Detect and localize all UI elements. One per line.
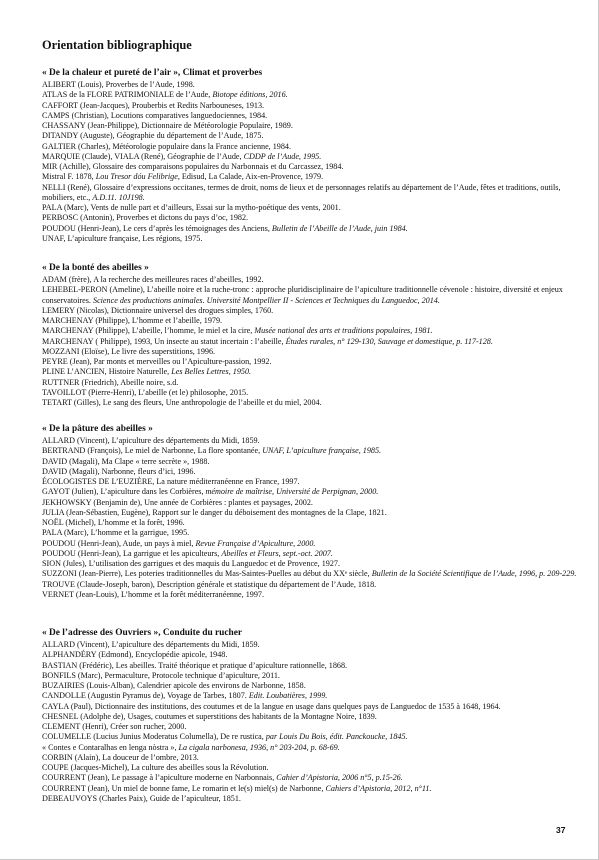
entry-text: MARCHENAY (Philippe), L’abeille, l’homme, le miel et la cire, [42, 326, 255, 336]
entry-text: BONFILS (Marc), Permaculture, Protocole technique d’apiculture, 2011. [42, 670, 280, 680]
section-pature-abeilles [42, 424, 582, 600]
entry-source-italic: Abeilles et Fleurs, sept.-oct. 2007. [221, 548, 333, 558]
bibliography-entry [42, 398, 582, 408]
entry-source-italic: Revue Française d’Apiculture, 2000. [195, 538, 316, 548]
entry-text: PEYRE (Jean), Par monts et merveilles ou l’Apiculture-passion, 1992. [42, 357, 272, 366]
entry-text: NELLI (René), Glossaire d’expressions occitanes, termes de droit, noms de lieux et de personnages relatifs au département de l’Aude, fêtes et traditions, outils, mobiliers, etc., [42, 182, 561, 202]
section-heading: « De l’adresse des Ouvriers », Conduite du rucher [42, 628, 243, 638]
bibliography-list [42, 436, 582, 600]
entry-source-italic: Musée national des arts et traditions populaires, 1981. [254, 326, 433, 336]
bibliography-entry [42, 467, 582, 477]
bibliography-entry [42, 142, 582, 152]
bibliography-list [42, 640, 582, 804]
bibliography-entry [42, 691, 582, 701]
entry-text: PLINE L’ANCIEN, Histoire Naturelle, [42, 367, 172, 377]
entry-text: MOZZANI (Eloïse), Le livre des superstitions, 1996. [42, 346, 216, 356]
entry-text: CLEMENT (Henri), Créer son rucher, 2000. [42, 722, 187, 731]
entry-text: DEBEAUVOYS (Charles Paix), Guide de l’apiculteur, 1851. [42, 793, 241, 803]
bibliography-entry [42, 722, 582, 732]
entry-source-italic: Cahier d’Apistoria, 2006 n°5, p.15-26. [276, 773, 403, 783]
bibliography-entry [42, 446, 582, 456]
entry-source-italic: Lou Tresor dóu Felibrige [95, 172, 178, 182]
entry-text: BUZAIRIES (Louis-Alban), Calendrier apicole des environs de Narbonne, 1858. [42, 681, 306, 690]
entry-source-italic: La cigala narbonesa, 1936, n° 203-204, p. 68-69. [178, 742, 340, 752]
entry-text: GALTIER (Charles), Météorologie populaire dans la France ancienne, 1984. [42, 141, 292, 151]
entry-text: DAVID (Magali), Narbonne, fleurs d’ici, 1996. [42, 466, 196, 476]
entry-text: CAMPS (Christian), Locutions comparatives languedociennes, 1984. [42, 110, 268, 120]
entry-text: MARCHENAY (Philippe), L’homme et l’abeille, 1979. [42, 316, 223, 325]
entry-text: ADAM (frère), A la recherche des meilleures races d’abeilles, 1992. [42, 275, 264, 284]
bibliography-entry [42, 275, 582, 285]
entry-text: RUTTNER (Friedrich), Abeille noire, s.d. [42, 377, 179, 387]
bibliography-entry [42, 316, 582, 326]
bibliography-entry [42, 702, 582, 712]
entry-text: ATLAS de la FLORE PATRIMONIALE de l’Aude, [42, 90, 213, 100]
entry-text: DAVID (Magali), Ma Clape « terre secrète », 1988. [42, 456, 210, 466]
entry-text: CHASSANY (Jean-Philippe), Dictionnaire de Météorologie Populaire, 1989. [42, 121, 293, 130]
entry-text: CORBIN (Alain), La douceur de l’ombre, 2013. [42, 752, 199, 762]
entry-text: ALLARD (Vincent), L’apiculture des départements du Midi, 1859. [42, 436, 260, 445]
bibliography-entry [42, 388, 582, 398]
section-heading: « De la pâture des abeilles » [42, 424, 153, 434]
bibliography-list [42, 275, 582, 408]
entry-source-italic: CDDP de l’Aude, 1995. [243, 151, 322, 161]
entry-source-italic: Études rurales, n° 129-130, Sauvage et domestique, p. 117-128. [285, 336, 493, 346]
page-title: Orientation bibliographique [42, 38, 192, 52]
bibliography-entry [42, 549, 582, 559]
bibliography-entry [42, 234, 582, 244]
bibliography-entry [42, 498, 582, 508]
bibliography-entry [42, 681, 582, 691]
bibliography-entry [42, 203, 582, 213]
entry-text: GAYOT (Julien), L’apiculture dans les Corbières, [42, 487, 206, 497]
entry-text: CAYLA (Paul), Dictionnaire des institutions, des coutumes et de la langue en usage dans quelques pays de Languedoc de 1535 à 1648, 1964. [42, 701, 501, 711]
entry-text: CANDOLLE (Augustin Pyramus de), Voyage de Tarbes, 1807. [42, 691, 249, 701]
bibliography-entry [42, 337, 582, 347]
bibliography-entry [42, 528, 582, 538]
section-heading: « De la chaleur et pureté de l’air », Climat et proverbes [42, 68, 263, 78]
bibliography-entry [42, 172, 582, 182]
bibliography-entry [42, 487, 582, 497]
entry-text: Mistral F. 1878, [42, 172, 96, 182]
bibliography-entry [42, 569, 582, 579]
entry-text: NOËL (Michel), L’homme et la forêt, 1996. [42, 518, 185, 527]
bibliography-entry [42, 763, 582, 773]
page-number: 37 [556, 825, 566, 835]
bibliography-entry [42, 80, 582, 90]
entry-text: PALA (Marc), Vents de nulle part et d’ailleurs, Essai sur la mytho-poétique des vents, 2001. [42, 203, 341, 212]
bibliography-entry [42, 590, 582, 600]
bibliography-entry [42, 101, 582, 111]
entry-text: JEKHOWSKY (Benjamin de), Une année de Corbières : plantes et paysages, 2002. [42, 497, 313, 507]
entry-text: JULIA (Jean-Sébastien, Eugène), Rapport sur le danger du déboisement des montagnes de la Clape, 1821. [42, 507, 387, 517]
bibliography-entry [42, 650, 582, 660]
entry-source-italic: A.D.11. 10J198. [92, 192, 145, 202]
bibliography-entry [42, 224, 582, 234]
entry-text: ALPHANDÉRY (Edmond), Encyclopédie apicole, 1948. [42, 650, 228, 660]
entry-text: CAFFORT (Jean-Jacques), Prouberbis et Redits Narbouneses, 1913. [42, 100, 265, 110]
bibliography-list [42, 80, 582, 244]
bibliography-entry [42, 285, 582, 306]
bibliography-entry [42, 436, 582, 446]
bibliography-entry [42, 90, 582, 100]
section-conduite-rucher [42, 628, 582, 804]
bibliography-entry [42, 183, 582, 204]
bibliography-entry [42, 131, 582, 141]
section-climat-proverbes [42, 68, 582, 244]
entry-source-italic: Bulletin de la Société Scientifique de l’Aude, 1996, p. 209-229. [371, 569, 577, 579]
entry-text: VERNET (Jean-Louis), L’homme et la forêt méditerranéenne, 1997. [42, 589, 265, 599]
entry-text: BERTRAND (François), Le miel de Narbonne, La flore spontanée, [42, 446, 263, 456]
bibliography-entry [42, 347, 582, 357]
bibliography-entry [42, 357, 582, 367]
entry-text: COLUMELLE (Lucius Junius Moderatus Columella), De re rustica, [42, 732, 266, 742]
bibliography-entry [42, 559, 582, 569]
entry-text: ÉCOLOGISTES DE L’EUZIÈRE, La nature méditerranéenne en France, 1997. [42, 477, 300, 486]
entry-text: PERBOSC (Antonin), Proverbes et dictons du pays d’oc, 1982. [42, 213, 249, 223]
entry-text: MIR (Achille), Glossaire des comparaisons populaires du Narbonnais et du Carcassez, 1984. [42, 162, 344, 171]
entry-source-italic: Edit. Loubatières, 1999. [248, 691, 328, 701]
entry-text: SION (Jules), L’utilisation des garrigues et des maquis du Languedoc et de Provence, 1927. [42, 559, 341, 568]
entry-text: LEMERY (Nicolas), Dictionnaire universel des drogues simples, 1760. [42, 305, 274, 315]
bibliography-entry [42, 152, 582, 162]
entry-text: COURRENT (Jean), Le passage à l’apiculture moderne en Narbonnais, [42, 773, 277, 783]
entry-text: POUDOU (Henri-Jean), La garrigue et les apiculteurs, [42, 548, 222, 558]
entry-source-italic: Cahiers d’Apistoria, 2012, n°11. [325, 783, 432, 793]
bibliography-entry [42, 111, 582, 121]
bibliography-entry [42, 306, 582, 316]
entry-text: ALLARD (Vincent), L’apiculture des départements du Midi, 1859. [42, 640, 260, 649]
entry-source-italic: Les Belles Lettres, 1950. [171, 367, 252, 377]
bibliography-entry [42, 518, 582, 528]
bibliography-entry [42, 640, 582, 650]
entry-text: TETART (Gilles), Le sang des fleurs, Une anthropologie de l’abeille et du miel, 2004. [42, 398, 322, 407]
entry-text: SUZZONI (Jean-Pierre), Les poteries traditionnelles du Mas-Saintes-Puelles au début du XXᵉ siècle, [42, 569, 372, 579]
bibliography-entry [42, 773, 582, 783]
entry-text: LEHEBEL-PERON (Ameline), L’abeille noire et la ruche-tronc : approche pluridisciplinaire de l’apiculture traditionnelle cévenole : histoire, diversité et enjeux conservatoires. [42, 285, 563, 305]
bibliography-entry [42, 580, 582, 590]
bibliography-entry [42, 378, 582, 388]
bibliography-entry [42, 477, 582, 487]
entry-text: POUDOU (Henri-Jean), Aude, un pays à miel, [42, 538, 196, 548]
entry-source-italic: Biotope éditions, 2016. [212, 90, 288, 100]
entry-text: CHESNEL (Adolphe de), Usages, coutumes et superstitions des habitants de la Montagne Noire, 1839. [42, 711, 377, 721]
entry-text: TROUVE (Claude-Joseph, baron), Description générale et statistique du département de l’Aude, 1818. [42, 579, 377, 589]
bibliography-entry [42, 121, 582, 131]
entry-text: ALIBERT (Louis), Proverbes de l’Aude, 1998. [42, 80, 195, 89]
entry-text: COUPE (Jacques-Michel), La culture des abeilles sous la Révolution. [42, 763, 269, 772]
entry-source-italic: Science des productions animales. Université Montpellier II - Sciences et Techniques du Languedoc, 2014. [93, 295, 440, 305]
bibliography-entry [42, 712, 582, 722]
entry-text: MARQUIE (Claude), VIALA (René), Géographie de l’Aude, [42, 151, 244, 161]
bibliography-entry [42, 743, 582, 753]
entry-text: TAVOILLOT (Pierre-Henri), L’abeille (et le) philosophe, 2015. [42, 387, 249, 397]
bibliography-entry [42, 457, 582, 467]
entry-text: POUDOU (Henri-Jean), Le cers d’après les témoignages des Anciens, [42, 223, 272, 233]
entry-text: MARCHENAY ( Philippe), 1993, Un insecte au statut incertain : l’abeille, [42, 336, 286, 346]
entry-source-italic: par Louis Du Bois, édit. Panckoucke, 1845. [265, 732, 408, 742]
section-heading: « De la bonté des abeilles » [42, 263, 149, 273]
bibliography-entry [42, 661, 582, 671]
bibliography-entry [42, 213, 582, 223]
bibliography-entry [42, 508, 582, 518]
bibliography-entry [42, 753, 582, 763]
bibliography-entry [42, 539, 582, 549]
bibliography-entry [42, 326, 582, 336]
bibliography-entry [42, 794, 582, 804]
entry-text: COURRENT (Jean), Un miel de bonne fame, Le romarin et le(s) miel(s) de Narbonne, [42, 783, 326, 793]
entry-text: « Contes e Contaralhas en lenga nòstra », [42, 742, 179, 752]
bibliography-entry [42, 732, 582, 742]
section-bonte-abeilles [42, 263, 582, 408]
bibliography-entry [42, 671, 582, 681]
entry-source-italic: UNAF, L’apiculture française, 1985. [262, 446, 382, 456]
entry-source-italic: mémoire de maîtrise, Université de Perpignan, 2000. [205, 487, 379, 497]
entry-text: BASTIAN (Frédéric), Les abeilles. Traité théorique et pratique d’apiculture rationnelle, 1868. [42, 660, 348, 670]
entry-source-italic: Bulletin de l’Abeille de l’Aude, juin 1984. [271, 223, 408, 233]
entry-text: PALA (Marc), L’homme et la garrigue, 1995. [42, 528, 190, 538]
entry-text: DITANDY (Auguste), Géographie du département de l’Aude, 1875. [42, 131, 264, 141]
bibliography-entry [42, 367, 582, 377]
entry-text-after: , Edisud, La Calade, Aix-en-Provence, 1979. [177, 172, 324, 182]
entry-text: UNAF, L’apiculture française, Les régions, 1975. [42, 233, 203, 243]
bibliography-entry [42, 784, 582, 794]
bibliography-entry [42, 162, 582, 172]
